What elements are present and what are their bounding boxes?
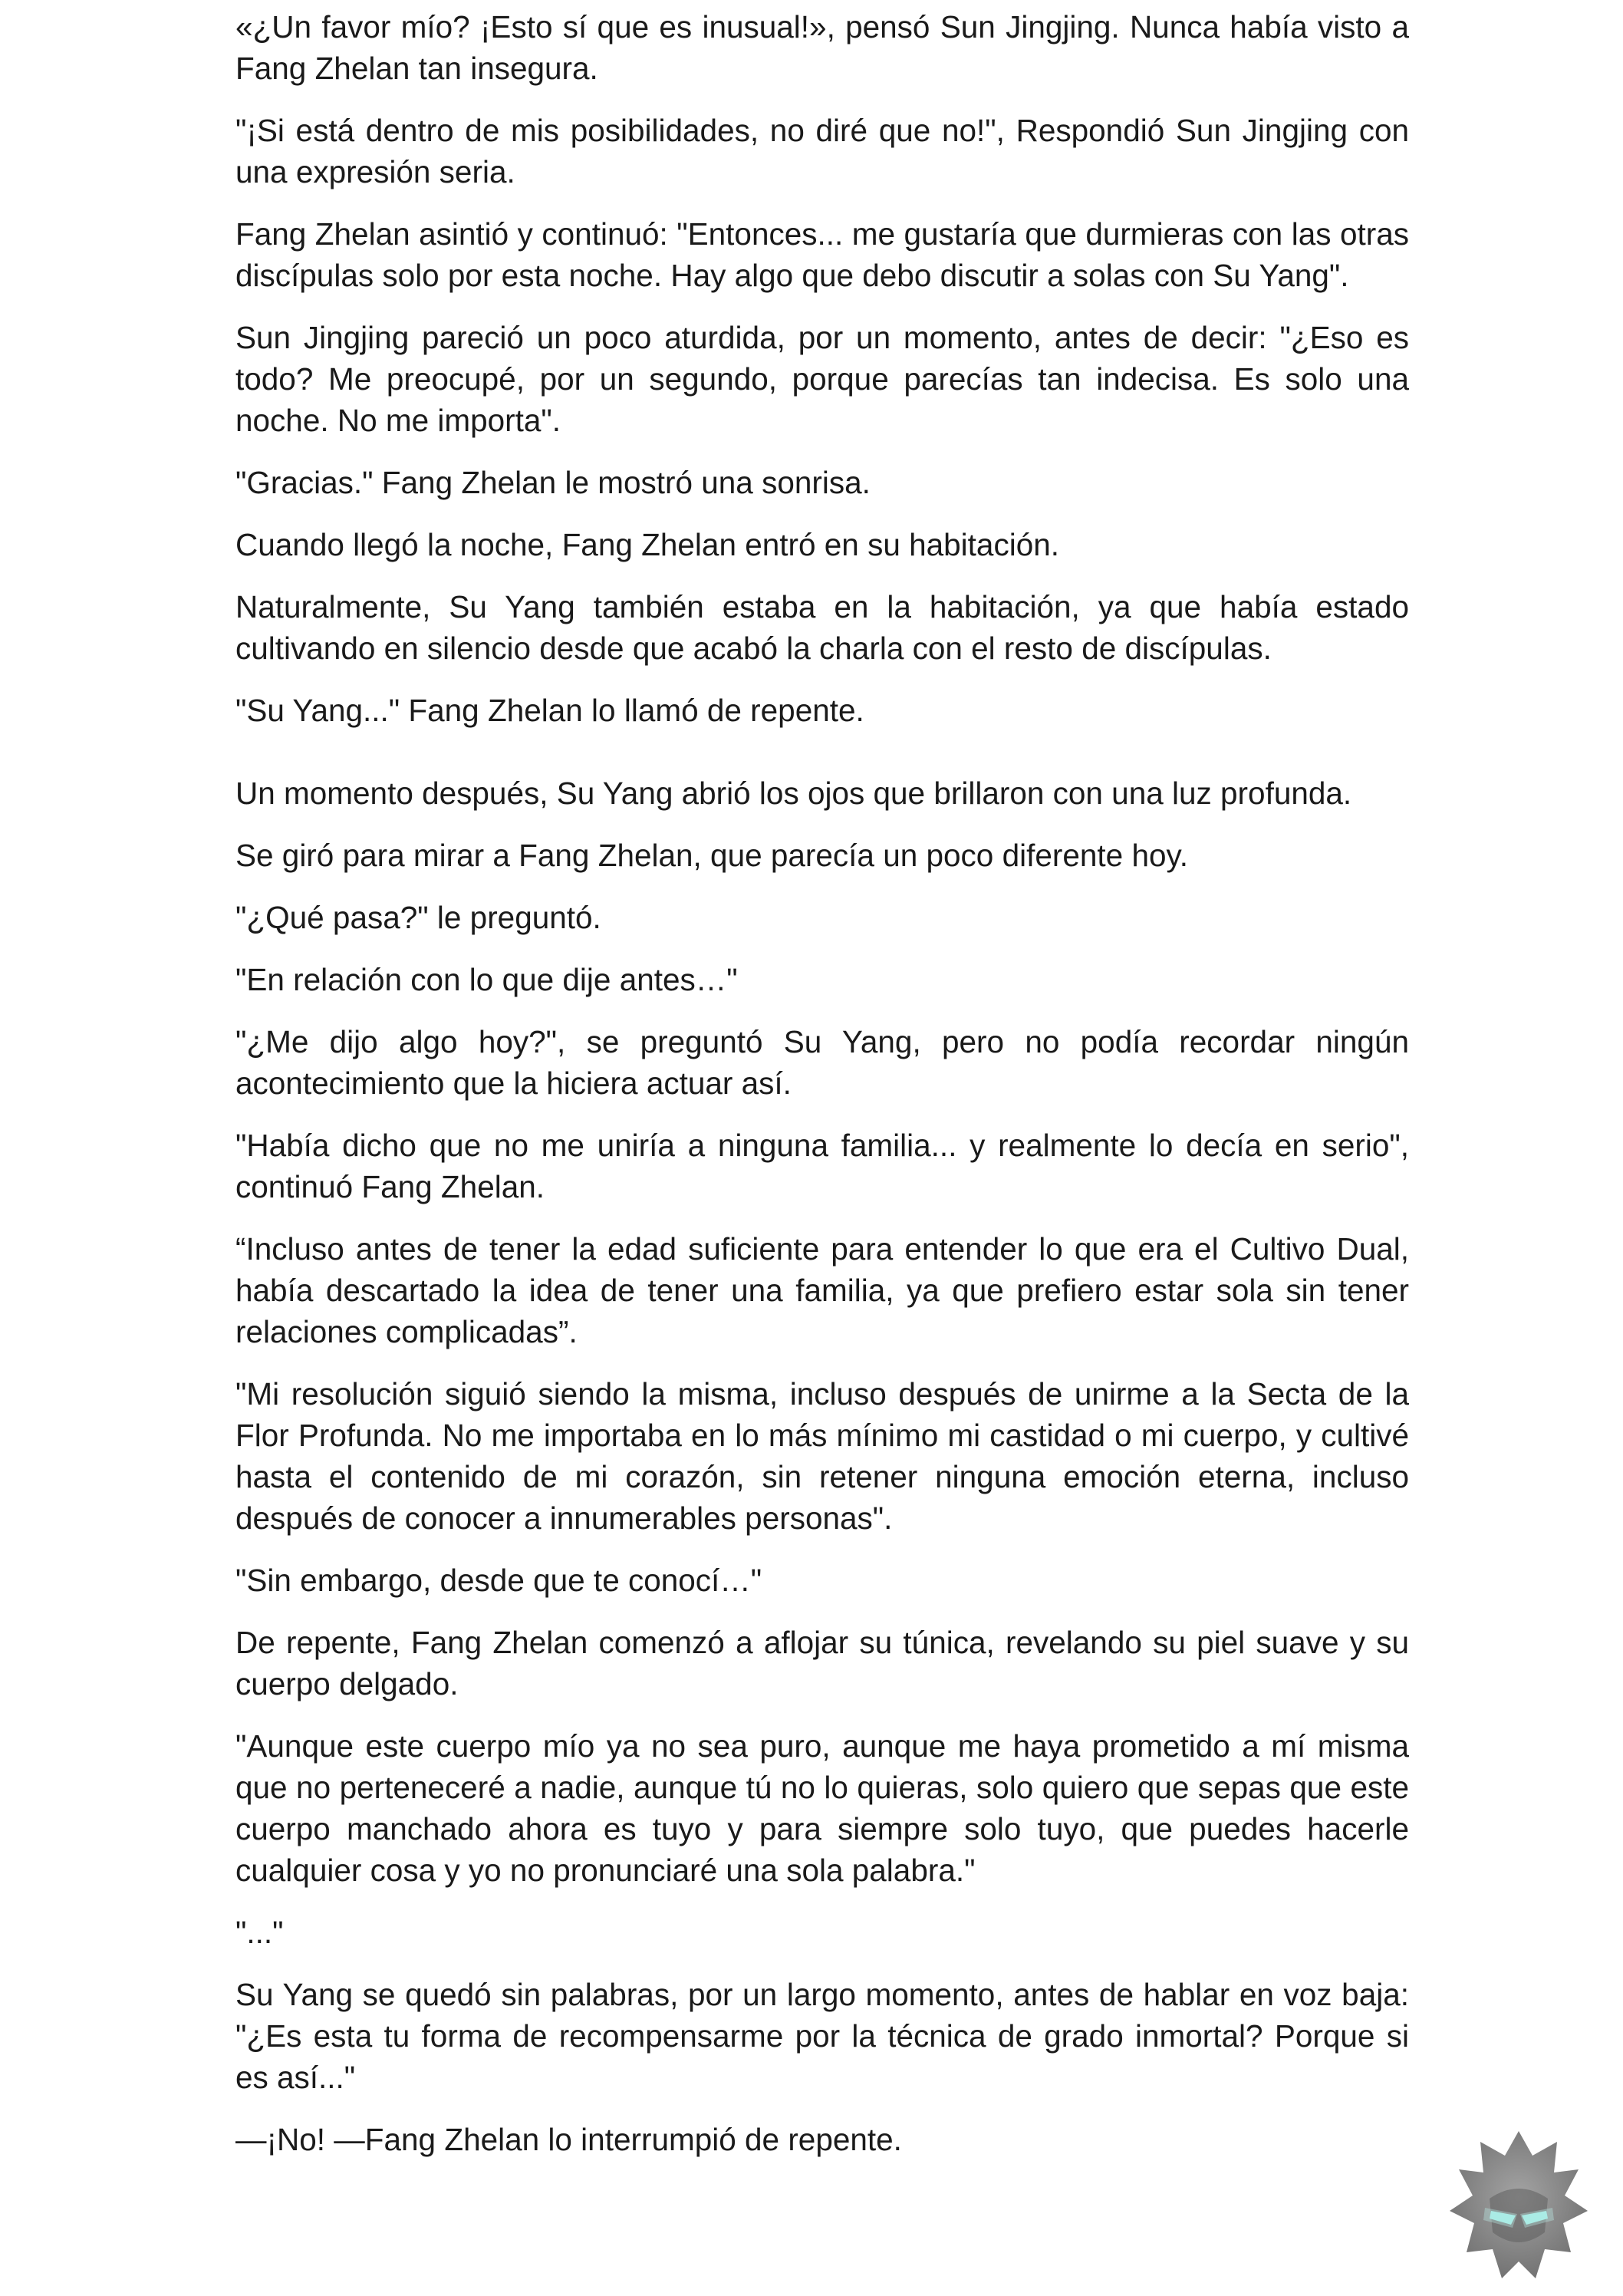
paragraph: “Incluso antes de tener la edad suficiente para entender lo que era el Cultivo Dual, había descartado la idea de tener una familia, ya que prefiero estar sola sin tener relaciones complicadas”.: [235, 1231, 1409, 1349]
paragraph: "Mi resolución siguió siendo la misma, incluso después de unirme a la Secta de la Flor Profunda. No me importaba en lo más mínimo mi castidad o mi cuerpo, y cultivé hasta el contenido de mi corazón, sin retener ninguna emoción eterna, incluso después de conocer a innumerables personas".: [235, 1376, 1409, 1536]
demon-head-logo-icon: [1442, 2125, 1595, 2294]
paragraph: Cuando llegó la noche, Fang Zhelan entró en su habitación.: [235, 527, 1060, 562]
paragraph: De repente, Fang Zhelan comenzó a aflojar su túnica, revelando su piel suave y su cuerpo delgado.: [235, 1625, 1409, 1701]
paragraph: Se giró para mirar a Fang Zhelan, que parecía un poco diferente hoy.: [235, 838, 1188, 873]
paragraph: Naturalmente, Su Yang también estaba en la habitación, ya que había estado cultivando en silencio desde que acabó la charla con el resto de discípulas.: [235, 589, 1409, 666]
paragraph: Un momento después, Su Yang abrió los ojos que brillaron con una luz profunda.: [235, 776, 1352, 811]
paragraph: "Su Yang..." Fang Zhelan lo llamó de repente.: [235, 693, 864, 728]
paragraph: Fang Zhelan asintió y continuó: "Entonces... me gustaría que durmieras con las otras discípulas solo por esta noche. Hay algo que debo discutir a solas con Su Yang".: [235, 216, 1409, 293]
paragraph: "¿Qué pasa?" le preguntó.: [235, 900, 601, 935]
paragraph: «¿Un favor mío? ¡Esto sí que es inusual!», pensó Sun Jingjing. Nunca había visto a Fang Zhelan tan insegura.: [235, 9, 1409, 86]
paragraph: "Gracias." Fang Zhelan le mostró una sonrisa.: [235, 465, 871, 500]
paragraph: "¡Si está dentro de mis posibilidades, no diré que no!", Respondió Sun Jingjing con una expresión seria.: [235, 113, 1409, 189]
paragraph: "En relación con lo que dije antes…": [235, 962, 738, 997]
paragraph: "...": [235, 1915, 284, 1950]
paragraph: Su Yang se quedó sin palabras, por un largo momento, antes de hablar en voz baja: "¿Es esta tu forma de recompensarme por la técnica de grado inmortal? Porque si es así...": [235, 1977, 1409, 2095]
paragraph: "¿Me dijo algo hoy?", se preguntó Su Yang, pero no podía recordar ningún acontecimiento que la hiciera actuar así.: [235, 1024, 1409, 1101]
paragraph: "Había dicho que no me uniría a ninguna familia... y realmente lo decía en serio", continuó Fang Zhelan.: [235, 1128, 1409, 1204]
paragraph: —¡No! —Fang Zhelan lo interrumpió de repente.: [235, 2122, 902, 2157]
paragraph: Sun Jingjing pareció un poco aturdida, por un momento, antes de decir: "¿Eso es todo? Me preocupé, por un segundo, porque parecías tan indecisa. Es solo una noche. No me importa".: [235, 320, 1409, 438]
paragraph: "Sin embargo, desde que te conocí…": [235, 1563, 762, 1598]
paragraph: "Aunque este cuerpo mío ya no sea puro, aunque me haya prometido a mí misma que no perteneceré a nadie, aunque tú no lo quieras, solo quiero que sepas que este cuerpo manchado ahora es tuyo y para siempre solo tuyo, que puedes hacerle cualquier cosa y yo no pronunciaré una sola palabra.": [235, 1728, 1409, 1888]
text-column: [235, 6, 1409, 2181]
